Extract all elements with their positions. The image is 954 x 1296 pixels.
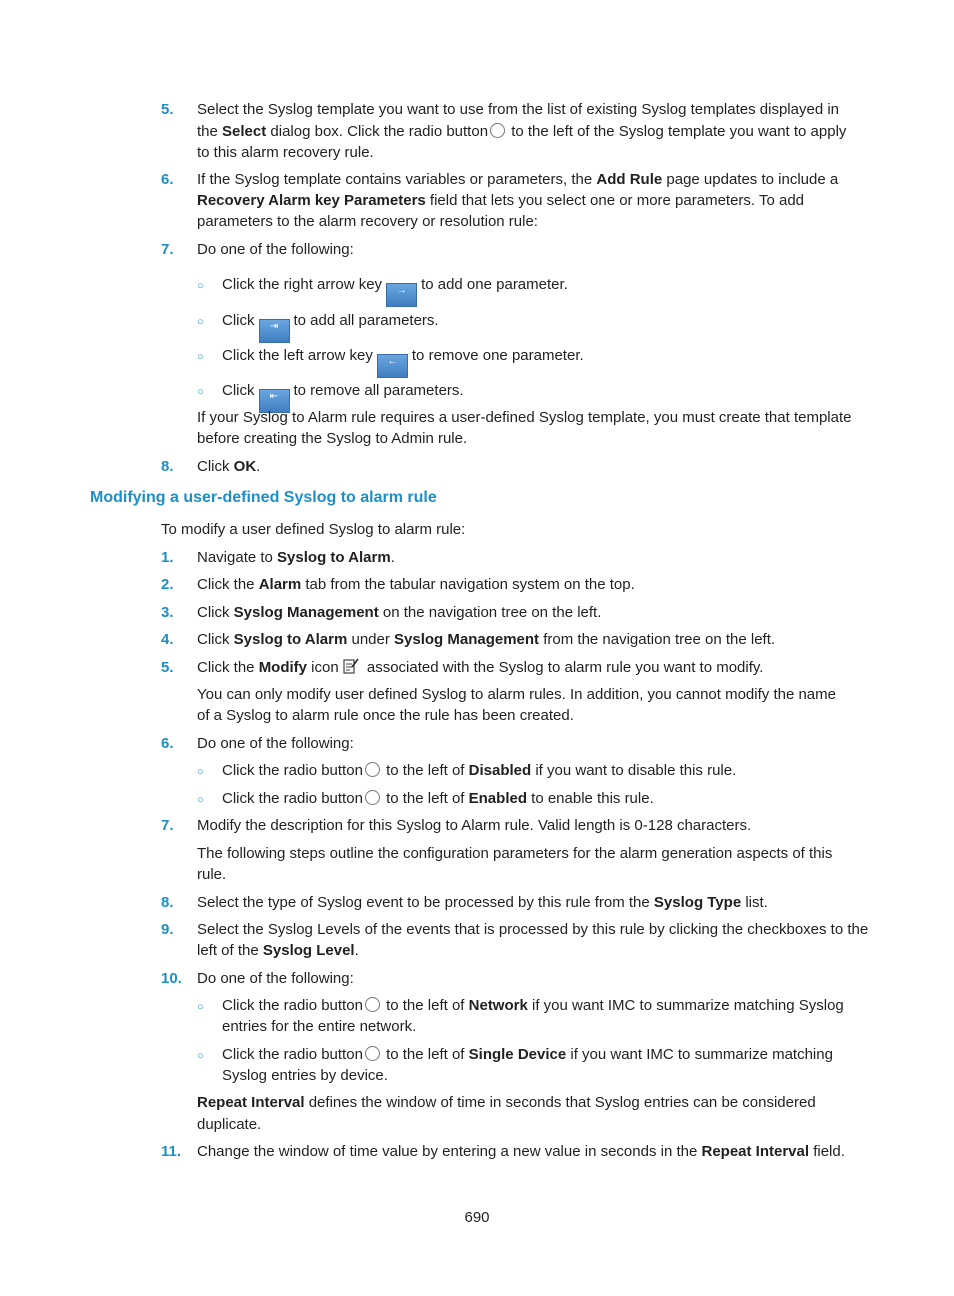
step-text: to this alarm recovery rule.	[197, 144, 374, 161]
step-number: 7.	[161, 241, 174, 258]
page-number: 690	[464, 1209, 490, 1226]
step-text: Select the Syslog Levels of the events that is processed by this rule by clicking the checkboxes to the	[197, 921, 869, 938]
step-number: 11.	[161, 1143, 182, 1160]
note-text: If your Syslog to Alarm rule requires a user-defined Syslog template, you must create that template	[197, 409, 852, 426]
note-text: before creating the Syslog to Admin rule.	[197, 430, 468, 447]
step-text: Do one of the following:	[197, 970, 354, 987]
note-text: You can only modify user defined Syslog to alarm rules. In addition, you cannot modify the name	[197, 686, 836, 703]
remove-all-button: ⇤	[259, 389, 290, 413]
bullet: ○	[197, 1001, 204, 1013]
step-text: Recovery Alarm key Parameters field that lets you select one or more parameters. To add	[197, 192, 805, 209]
bullet: ○	[197, 316, 204, 328]
step-text: Change the window of time value by entering a new value in seconds in the Repeat Interval field.	[197, 1143, 845, 1160]
add-all-button: ⇥	[259, 319, 290, 343]
modify-icon	[343, 658, 359, 674]
step-number: 2.	[161, 576, 174, 593]
list-item: Syslog entries by device.	[222, 1067, 388, 1084]
step-number: 4.	[161, 631, 174, 648]
step-text: Click Syslog to Alarm under Syslog Management from the navigation tree on the left.	[197, 631, 776, 648]
radio-button-icon	[365, 762, 380, 777]
list-item: Click the radio button to the left of Disabled if you want to disable this rule.	[222, 762, 737, 779]
step-text: Click the Alarm tab from the tabular navigation system on the top.	[197, 576, 635, 593]
list-item: Click ⇥ to add all parameters.	[222, 311, 439, 343]
step-number: 5.	[161, 101, 174, 118]
step-text: parameters to the alarm recovery or resolution rule:	[197, 213, 538, 230]
step-number: 6.	[161, 735, 174, 752]
right-arrow-button: →	[386, 283, 417, 307]
step-text: If the Syslog template contains variables or parameters, the Add Rule page updates to include a	[197, 171, 839, 188]
bullet: ○	[197, 351, 204, 363]
list-item: Click the left arrow key ← to remove one parameter.	[222, 346, 584, 378]
intro-text: To modify a user defined Syslog to alarm rule:	[161, 521, 466, 538]
step-number: 8.	[161, 894, 174, 911]
radio-button-icon	[365, 997, 380, 1012]
radio-button-icon	[365, 790, 380, 805]
left-arrow-button: ←	[377, 354, 408, 378]
note-text: The following steps outline the configuration parameters for the alarm generation aspects of this	[197, 845, 833, 862]
note-text: rule.	[197, 866, 227, 883]
step-number: 6.	[161, 171, 174, 188]
radio-button-icon	[490, 123, 505, 138]
step-number: 1.	[161, 549, 174, 566]
note-text: of a Syslog to alarm rule once the rule has been created.	[197, 707, 574, 724]
step-number: 9.	[161, 921, 174, 938]
step-text: Do one of the following:	[197, 735, 354, 752]
list-item: Click the radio button to the left of Enabled to enable this rule.	[222, 790, 654, 807]
step-text: Do one of the following:	[197, 241, 354, 258]
bullet: ○	[197, 280, 204, 292]
step-number: 7.	[161, 817, 174, 834]
list-item: entries for the entire network.	[222, 1018, 417, 1035]
step-text: the Select dialog box. Click the radio button to the left of the Syslog template you want to apply	[197, 123, 847, 140]
list-item: Click the right arrow key → to add one parameter.	[222, 275, 568, 307]
bullet: ○	[197, 386, 204, 398]
step-number: 10.	[161, 970, 182, 987]
step-text: Click OK.	[197, 458, 261, 475]
bullet: ○	[197, 1050, 204, 1062]
section-heading: Modifying a user-defined Syslog to alarm rule	[90, 489, 437, 506]
step-text: Modify the description for this Syslog to Alarm rule. Valid length is 0-128 characters.	[197, 817, 752, 834]
list-item: Click the radio button to the left of Network if you want IMC to summarize matching Syslog	[222, 997, 844, 1014]
step-number: 5.	[161, 659, 174, 676]
list-item: Click the radio button to the left of Single Device if you want IMC to summarize matching	[222, 1046, 833, 1063]
radio-button-icon	[365, 1046, 380, 1061]
step-text: Click Syslog Management on the navigation tree on the left.	[197, 604, 602, 621]
step-text: Select the Syslog template you want to use from the list of existing Syslog templates displayed in	[197, 101, 839, 118]
step-number: 8.	[161, 458, 174, 475]
step-text: Click the Modify icon associated with the Syslog to alarm rule you want to modify.	[197, 659, 764, 676]
step-number: 3.	[161, 604, 174, 621]
list-item: Click ⇤ to remove all parameters.	[222, 381, 464, 413]
step-text: left of the Syslog Level.	[197, 942, 359, 959]
bullet: ○	[197, 794, 204, 806]
note-text: Repeat Interval defines the window of time in seconds that Syslog entries can be considered	[197, 1094, 816, 1111]
step-text: Navigate to Syslog to Alarm.	[197, 549, 395, 566]
step-text: Select the type of Syslog event to be processed by this rule from the Syslog Type list.	[197, 894, 768, 911]
bullet: ○	[197, 766, 204, 778]
note-text: duplicate.	[197, 1116, 262, 1133]
